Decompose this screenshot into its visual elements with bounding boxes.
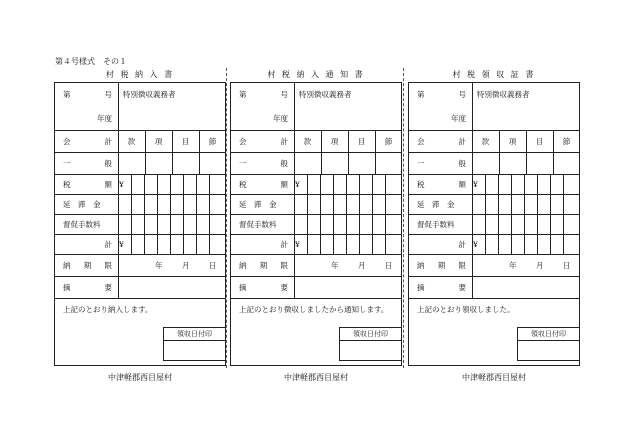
- moku-label: 目: [535, 137, 544, 146]
- stamp-label: 領収日付印: [518, 328, 579, 341]
- stamp-label: 領収日付印: [164, 328, 225, 341]
- form-table: [230, 82, 402, 366]
- deadline-row: [55, 255, 225, 277]
- note-text: 上記のとおり納入します。: [63, 305, 153, 314]
- tekiyou-row: [55, 277, 225, 299]
- teki-a: 摘: [239, 283, 247, 292]
- ippan-a: 一: [63, 159, 71, 168]
- setsu-label: 節: [562, 137, 571, 146]
- teki-b: 要: [104, 283, 112, 292]
- kaikei-row: [55, 131, 225, 153]
- panel-nounyuu-tsuchisho: [230, 68, 402, 383]
- deadline-b: 期: [437, 261, 446, 270]
- tokusoku-label: 督促手数料: [417, 220, 455, 229]
- hi-label: 日: [209, 261, 217, 270]
- zeigaku-b: 額: [104, 180, 112, 189]
- zeigaku-a: 税: [63, 180, 71, 189]
- deadline-a: 納: [417, 261, 425, 270]
- hi-label: 日: [563, 261, 571, 270]
- kaikei-b: 計: [104, 137, 112, 146]
- kan-label: 款: [127, 137, 136, 146]
- nen-label: 年: [331, 261, 339, 270]
- deadline-c: 限: [104, 261, 112, 270]
- ippan-b: 般: [104, 159, 112, 168]
- nen-label: 年: [509, 261, 517, 270]
- total-label: 計: [458, 240, 466, 249]
- zeigaku-b: 額: [458, 180, 466, 189]
- ippan-row: [55, 153, 225, 175]
- zeigaku-a: 税: [417, 180, 425, 189]
- ippan-b: 般: [458, 159, 466, 168]
- ippan-a: 一: [417, 159, 425, 168]
- village-name: 中津軽郡西目屋村: [108, 373, 172, 382]
- number-label-b: 号: [104, 90, 112, 99]
- panel-nounyuusho: [54, 68, 226, 383]
- teki-a: 摘: [417, 283, 425, 292]
- teki-a: 摘: [63, 283, 71, 292]
- form-number: 第４号様式 その１: [55, 57, 127, 66]
- yen-sign: ¥: [473, 240, 478, 249]
- note-area: [55, 299, 225, 367]
- zeigaku-a: 税: [239, 180, 247, 189]
- setsu-label: 節: [208, 137, 217, 146]
- note-text: 上記のとおり領収しました。: [417, 305, 515, 314]
- special-collector-label: 特別徴収義務者: [477, 90, 530, 99]
- kaikei-b: 計: [458, 137, 466, 146]
- tsuki-label: 月: [358, 261, 366, 270]
- note-text: 上記のとおり徴収しましたから通知します。: [239, 305, 389, 314]
- deadline-b: 期: [83, 261, 92, 270]
- cut-line: [403, 68, 404, 368]
- kaikei-a: 会: [239, 137, 247, 146]
- yen-sign: ¥: [295, 180, 300, 189]
- village-name: 中津軽郡西目屋村: [462, 373, 526, 382]
- yen-sign: ¥: [473, 180, 478, 189]
- moku-label: 目: [357, 137, 366, 146]
- kou-label: 項: [508, 137, 517, 146]
- form-table: [54, 82, 226, 366]
- year-label: 年度: [451, 114, 466, 123]
- kaikei-a: 会: [417, 137, 425, 146]
- kaikei-a: 会: [63, 137, 71, 146]
- kan-label: 款: [303, 137, 312, 146]
- kou-label: 項: [154, 137, 163, 146]
- total-label: 計: [104, 240, 112, 249]
- deadline-a: 納: [239, 261, 247, 270]
- yen-sign: ¥: [119, 180, 124, 189]
- yen-sign: ¥: [295, 240, 300, 249]
- tokusoku-label: 督促手数料: [239, 220, 277, 229]
- village-name: 中津軽郡西目屋村: [284, 373, 348, 382]
- year-label: 年度: [273, 114, 288, 123]
- entai-label: 延 滞 金: [63, 200, 101, 209]
- kan-label: 款: [481, 137, 490, 146]
- nen-label: 年: [155, 261, 163, 270]
- panel-title: 村 税 納 入 通 知 書: [267, 70, 365, 79]
- number-label-b: 号: [458, 90, 466, 99]
- number-label-b: 号: [280, 90, 288, 99]
- tsuki-label: 月: [182, 261, 190, 270]
- ippan-b: 般: [280, 159, 288, 168]
- panel-title: 村 税 納 入 書: [105, 70, 175, 79]
- panel-title: 村 税 領 収 証 書: [452, 70, 536, 79]
- hi-label: 日: [385, 261, 393, 270]
- moku-label: 目: [181, 137, 190, 146]
- deadline-c: 限: [280, 261, 288, 270]
- special-collector-label: 特別徴収義務者: [299, 90, 352, 99]
- number-label-a: 第: [417, 90, 425, 99]
- setsu-label: 節: [384, 137, 393, 146]
- teki-b: 要: [280, 283, 288, 292]
- deadline-c: 限: [458, 261, 466, 270]
- cut-line: [226, 68, 227, 368]
- number-label-a: 第: [239, 90, 247, 99]
- stamp-box: [163, 327, 225, 361]
- kou-label: 項: [330, 137, 339, 146]
- stamp-box: [339, 327, 401, 361]
- number-label-a: 第: [63, 90, 71, 99]
- tsuki-label: 月: [536, 261, 544, 270]
- special-collector-label: 特別徴収義務者: [123, 90, 176, 99]
- kaikei-b: 計: [280, 137, 288, 146]
- form-table: [408, 82, 580, 366]
- deadline-b: 期: [259, 261, 268, 270]
- year-label: 年度: [97, 114, 112, 123]
- stamp-box: [517, 327, 579, 361]
- deadline-a: 納: [63, 261, 71, 270]
- number-row: [55, 83, 225, 131]
- stamp-label: 領収日付印: [340, 328, 401, 341]
- ippan-a: 一: [239, 159, 247, 168]
- yen-sign: ¥: [119, 240, 124, 249]
- tokusoku-label: 督促手数料: [63, 220, 101, 229]
- entai-label: 延 滞 金: [417, 200, 455, 209]
- total-label: 計: [280, 240, 288, 249]
- zeigaku-b: 額: [280, 180, 288, 189]
- entai-label: 延 滞 金: [239, 200, 277, 209]
- teki-b: 要: [458, 283, 466, 292]
- panel-ryoushuu-shousho: [408, 68, 580, 383]
